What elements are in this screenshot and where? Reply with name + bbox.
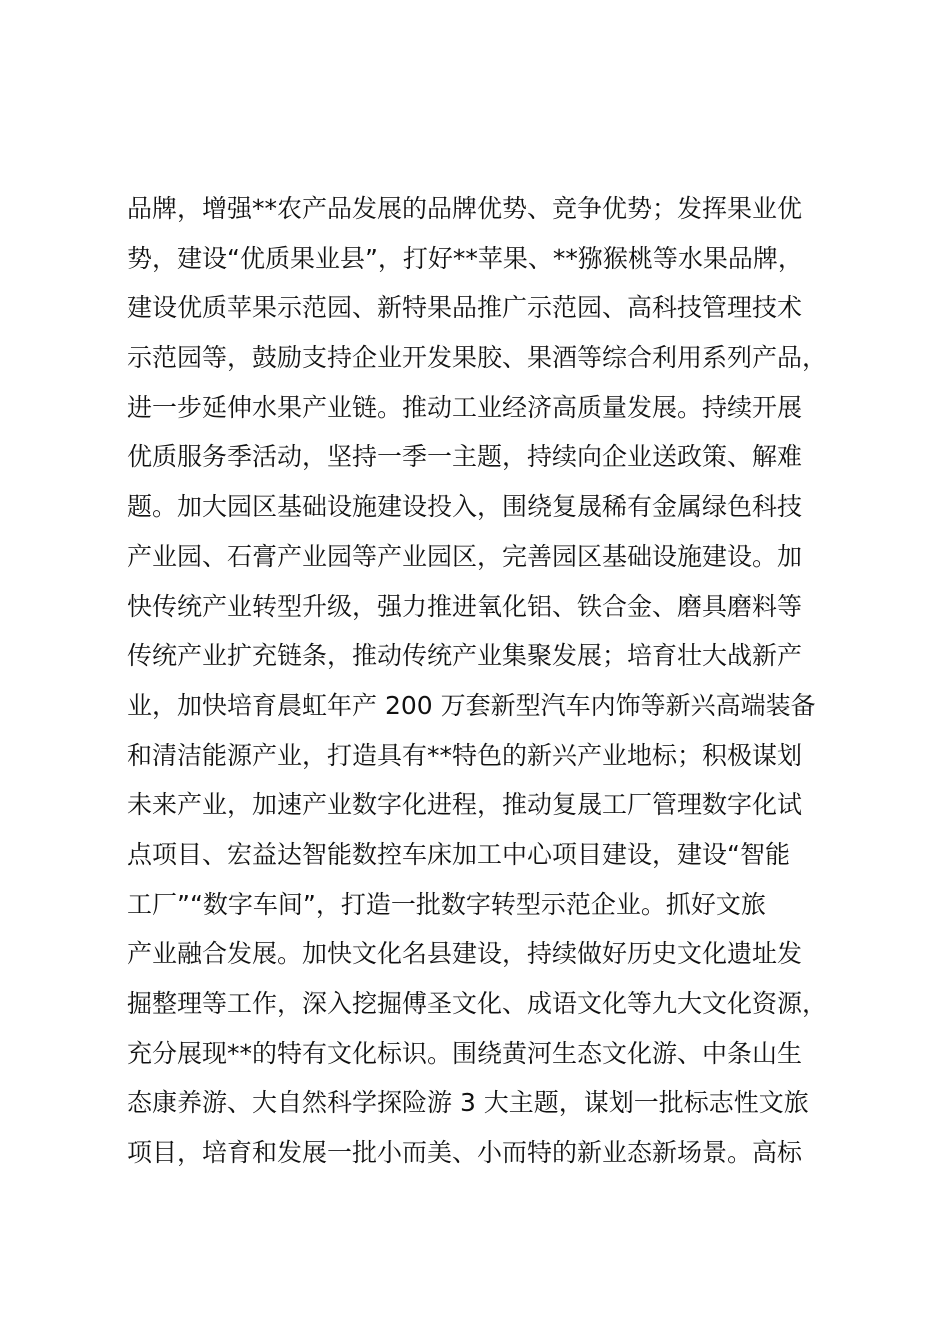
body-text [127, 184, 867, 1178]
text-line: 点项目、宏益达智能数控车床加工中心项目建设，建设“智能 [127, 839, 790, 869]
text-line: 态康养游、大自然科学探险游 3 大主题，谋划一批标志性文旅 [127, 1088, 809, 1118]
text-line: 题。加大园区基础设施建设投入，围绕复晟稀有金属绿色科技 [127, 492, 803, 522]
text-line: 项目，培育和发展一批小而美、小而特的新业态新场景。高标 [127, 1138, 803, 1168]
text-line: 传统产业扩充链条，推动传统产业集聚发展；培育壮大战新产 [127, 641, 803, 671]
text-line: 优质服务季活动，坚持一季一主题，持续向企业送政策、解难 [127, 442, 803, 472]
text-line: 业，加快培育晨虹年产 200 万套新型汽车内饰等新兴高端装备 [127, 690, 816, 720]
text-line: 产业园、石膏产业园等产业园区，完善园区基础设施建设。加 [127, 541, 803, 571]
text-line: 快传统产业转型升级，强力推进氧化铝、铁合金、磨具磨料等 [127, 591, 803, 621]
text-line: 品牌，增强**农产品发展的品牌优势、竞争优势；发挥果业优 [127, 194, 803, 223]
text-line: 产业融合发展。加快文化名县建设，持续做好历史文化遗址发 [127, 939, 803, 969]
text-line: 工厂”“数字车间”，打造一批数字转型示范企业。抓好文旅 [127, 889, 766, 919]
text-line: 未来产业，加速产业数字化进程，推动复晟工厂管理数字化试 [127, 790, 803, 820]
text-line: 进一步延伸水果产业链。推动工业经济高质量发展。持续开展 [127, 392, 803, 422]
text-line: 掘整理等工作，深入挖掘傅圣文化、成语文化等九大文化资源， [127, 989, 828, 1018]
text-line: 和清洁能源产业，打造具有**特色的新兴产业地标；积极谋划 [127, 740, 803, 770]
text-line: 建设优质苹果示范园、新特果品推广示范园、高科技管理技术 [127, 293, 803, 323]
text-line: 势，建设“优质果业县”，打好**苹果、**猕猴桃等水果品牌， [127, 243, 803, 273]
text-line: 示范园等，鼓励支持企业开发果胶、果酒等综合利用系列产品， [127, 343, 828, 373]
text-line: 充分展现**的特有文化标识。围绕黄河生态文化游、中条山生 [127, 1038, 803, 1068]
